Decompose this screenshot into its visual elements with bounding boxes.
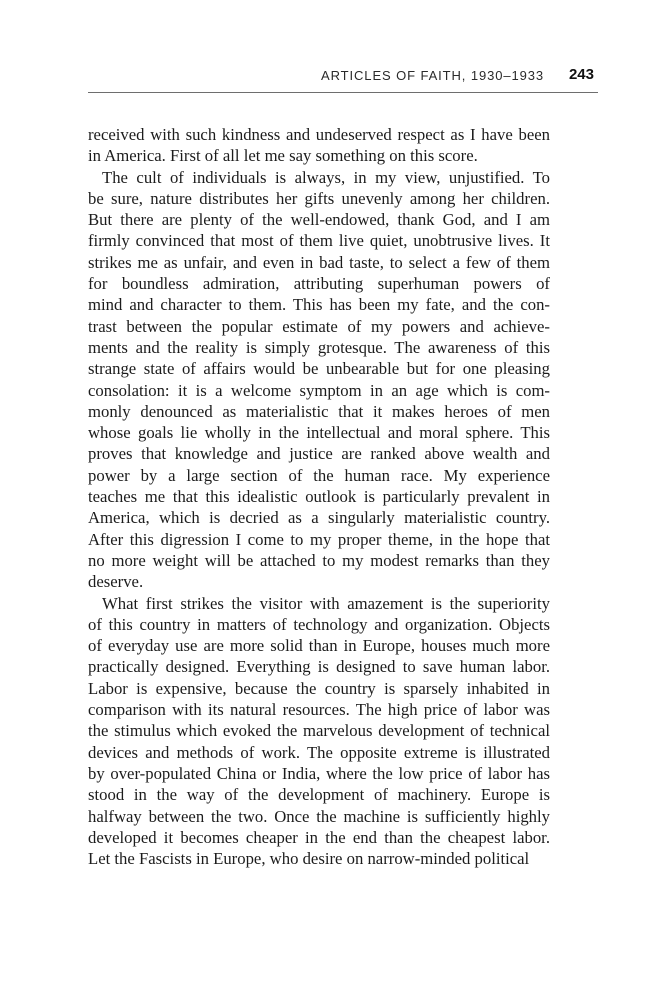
- text-line: comparison with its natural resources. The high price of labor was: [88, 700, 550, 720]
- running-head: [88, 62, 598, 93]
- paragraph: [88, 593, 550, 870]
- text-line: Labor is expensive, because the country is sparsely inhabited in: [88, 678, 550, 698]
- text-line: for boundless admiration, attributing superhuman powers of: [88, 274, 550, 294]
- text-line: stood in the way of the development of machinery. Europe is: [88, 785, 550, 805]
- text-line: received with such kindness and undeserved respect as I have been: [88, 125, 550, 144]
- text-line: America, which is decried as a singularly materialistic country.: [88, 508, 550, 528]
- text-line: mind and character to them. This has been my fate, and the con-: [88, 295, 550, 315]
- text-line: consolation: it is a welcome symptom in an age which is com-: [88, 380, 550, 400]
- text-line: of this country in matters of technology and organization. Objects: [88, 614, 550, 634]
- body-text: [88, 124, 550, 869]
- text-line: ments and the reality is simply grotesque. The awareness of this: [88, 337, 550, 357]
- running-head-title: ARTICLES OF FAITH, 1930–1933: [321, 68, 544, 83]
- text-line: deserve.: [88, 572, 144, 592]
- text-line: devices and methods of work. The opposite extreme is illustrated: [88, 742, 550, 762]
- text-line: be sure, nature distributes her gifts unevenly among her children.: [88, 188, 550, 208]
- page-number: 243: [568, 66, 594, 83]
- text-line: What first strikes the visitor with amazement is the superiority: [102, 593, 550, 613]
- text-line: teaches me that this idealistic outlook is particularly prevalent in: [88, 487, 550, 507]
- text-line: firmly convinced that most of them live quiet, unobtrusive lives. It: [88, 231, 550, 251]
- text-line: proves that knowledge and justice are ranked above wealth and: [88, 444, 550, 464]
- text-line: trast between the popular estimate of my powers and achieve-: [88, 316, 550, 336]
- text-line: strange state of affairs would be unbearable but for one pleasing: [88, 359, 550, 379]
- text-line: of everyday use are more solid than in Europe, houses much more: [88, 636, 550, 656]
- text-line: by over-populated China or India, where the low price of labor has: [88, 763, 550, 783]
- text-line: But there are plenty of the well-endowed, thank God, and I am: [88, 210, 550, 230]
- text-line: Let the Fascists in Europe, who desire on narrow-minded political: [88, 849, 530, 869]
- text-line: the stimulus which evoked the marvelous development of technical: [88, 721, 550, 741]
- text-line: monly denounced as materialistic that it makes heroes of men: [88, 401, 550, 421]
- text-line: strikes me as unfair, and even in bad taste, to select a few of them: [88, 252, 550, 272]
- text-line: in America. First of all let me say something on this score.: [88, 146, 478, 166]
- paragraph: [88, 124, 550, 167]
- text-line: The cult of individuals is always, in my view, unjustified. To: [102, 167, 550, 187]
- text-line: whose goals lie wholly in the intellectual and moral sphere. This: [88, 423, 550, 443]
- text-line: no more weight will be attached to my modest remarks than they: [88, 550, 550, 570]
- text-line: After this digression I come to my proper theme, in the hope that: [88, 529, 550, 549]
- paragraph: [88, 167, 550, 593]
- text-line: power by a large section of the human race. My experience: [88, 465, 550, 485]
- text-line: developed it becomes cheaper in the end than the cheapest labor.: [88, 827, 550, 847]
- text-line: halfway between the two. Once the machine is sufficiently highly: [88, 806, 550, 826]
- text-line: practically designed. Everything is designed to save human labor.: [88, 657, 550, 677]
